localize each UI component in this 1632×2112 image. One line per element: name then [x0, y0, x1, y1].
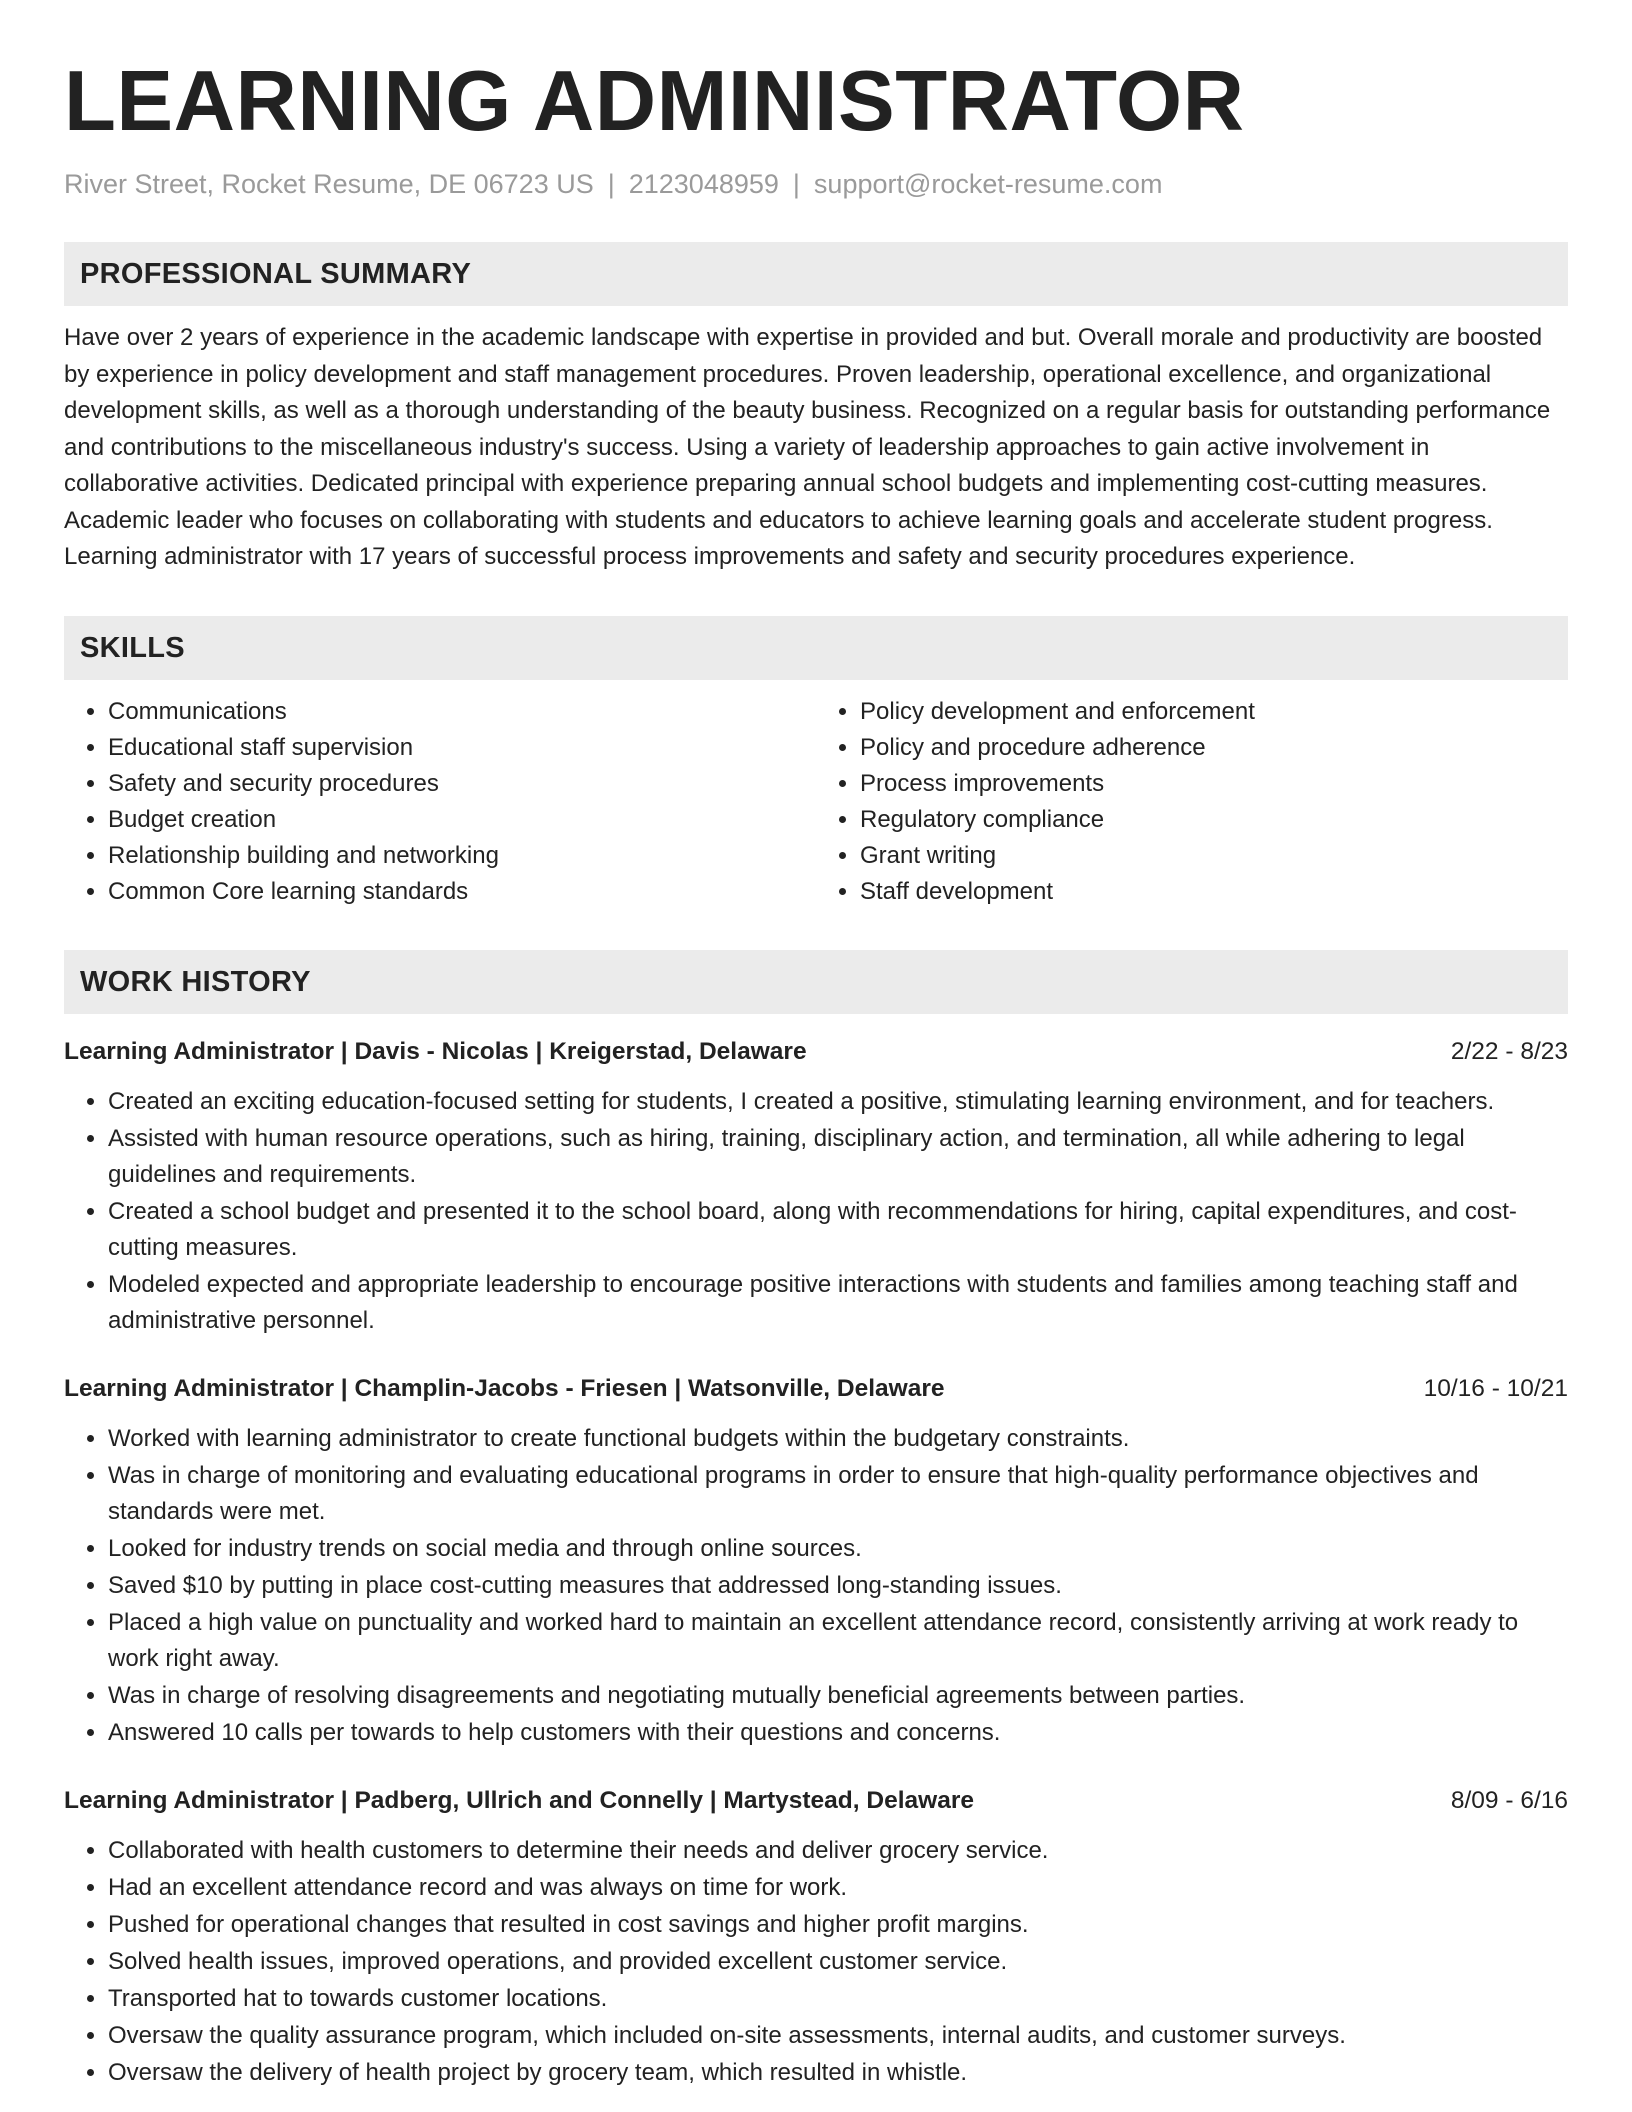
job-bullet: • Created an exciting education-focused setting for students, I created a positive, stimulating learning environment, and for teachers. [108, 1084, 1568, 1120]
skill-item: • Budget creation [108, 802, 816, 838]
skill-item: • Relationship building and networking [108, 838, 816, 874]
job-bullet: • Pushed for operational changes that resulted in cost savings and higher profit margins. [108, 1907, 1568, 1943]
contact-separator: | [607, 169, 615, 199]
job-bullet: • Oversaw the delivery of health project by grocery team, which resulted in whistle. [108, 2055, 1568, 2091]
job-dates: 8/09 - 6/16 [1450, 1786, 1568, 1814]
job-header [64, 1034, 1568, 1070]
job-title: Learning Administrator | Champlin-Jacobs - Friesen | Watsonville, Delaware [64, 1374, 945, 1402]
job-entry [64, 1034, 1568, 1339]
section-header-work-history: WORK HISTORY [64, 950, 1568, 1014]
section-header-skills: SKILLS [64, 616, 1568, 680]
job-title: Learning Administrator | Davis - Nicolas | Kreigerstad, Delaware [64, 1037, 807, 1065]
job-title: Learning Administrator | Padberg, Ullrich and Connelly | Martystead, Delaware [64, 1786, 974, 1814]
skills-column-right [816, 694, 1568, 910]
skill-item: • Regulatory compliance [860, 802, 1568, 838]
skill-item: • Policy and procedure adherence [860, 730, 1568, 766]
skill-item: • Communications [108, 694, 816, 730]
job-entry [64, 1783, 1568, 2091]
job-bullet: • Assisted with human resource operations, such as hiring, training, disciplinary action, and termination, all while adhering to legal guidelines and requirements. [108, 1121, 1568, 1193]
skill-item: • Educational staff supervision [108, 730, 816, 766]
job-bullet: • Was in charge of resolving disagreements and negotiating mutually beneficial agreements between parties. [108, 1678, 1568, 1714]
contact-separator: | [792, 169, 800, 199]
contact-line [64, 166, 1568, 202]
skill-item: • Process improvements [860, 766, 1568, 802]
job-bullets [64, 1084, 1568, 1339]
job-dates: 10/16 - 10/21 [1423, 1374, 1568, 1402]
skill-item: • Policy development and enforcement [860, 694, 1568, 730]
job-entry [64, 1371, 1568, 1751]
job-bullet: • Modeled expected and appropriate leadership to encourage positive interactions with students and families among teaching staff and administrative personnel. [108, 1267, 1568, 1339]
job-bullet: • Created a school budget and presented it to the school board, along with recommendations for hiring, capital expenditures, and cost-cutting measures. [108, 1194, 1568, 1266]
skills-list [64, 694, 1568, 910]
skills-column-left [64, 694, 816, 910]
job-header [64, 1371, 1568, 1407]
contact-phone: 2123048959 [628, 169, 779, 199]
job-dates: 2/22 - 8/23 [1450, 1037, 1568, 1065]
job-header [64, 1783, 1568, 1819]
section-header-summary: PROFESSIONAL SUMMARY [64, 242, 1568, 306]
job-bullet: • Answered 10 calls per towards to help customers with their questions and concerns. [108, 1715, 1568, 1751]
job-bullet: • Oversaw the quality assurance program, which included on-site assessments, internal audits, and customer surveys. [108, 2018, 1568, 2054]
job-bullet: • Had an excellent attendance record and was always on time for work. [108, 1870, 1568, 1906]
job-bullet: • Looked for industry trends on social media and through online sources. [108, 1531, 1568, 1567]
job-bullets [64, 1421, 1568, 1751]
job-bullet: • Collaborated with health customers to determine their needs and deliver grocery service. [108, 1833, 1568, 1869]
job-bullet: • Placed a high value on punctuality and worked hard to maintain an excellent attendance record, consistently arriving at work ready to work right away. [108, 1605, 1568, 1677]
summary-text: Have over 2 years of experience in the academic landscape with expertise in provided and but. Overall morale and productivity are boosted by experience in policy development and staff management procedures. Proven leadership, operational excellence, and organizational development skills, as well as a thorough understanding of the beauty business. Recognized on a regular basis for outstanding performance and contributions to the miscellaneous industry's success. Using a variety of leadership approaches to gain active involvement in collaborative activities. Dedicated principal with experience preparing annual school budgets and implementing cost-cutting measures. Academic leader who focuses on collaborating with students and educators to achieve learning goals and accelerate student progress. Learning administrator with 17 years of successful process improvements and safety and security procedures experience. [64, 324, 1551, 570]
skill-item: • Grant writing [860, 838, 1568, 874]
resume-name: LEARNING ADMINISTRATOR [64, 54, 1245, 149]
contact-address: River Street, Rocket Resume, DE 06723 US [64, 169, 594, 199]
skill-item: • Safety and security procedures [108, 766, 816, 802]
job-bullet: • Transported hat to towards customer locations. [108, 1981, 1568, 2017]
job-bullet: • Worked with learning administrator to create functional budgets within the budgetary constraints. [108, 1421, 1568, 1457]
job-bullet: • Solved health issues, improved operations, and provided excellent customer service. [108, 1944, 1568, 1980]
skill-item: • Common Core learning standards [108, 874, 816, 910]
contact-email: support@rocket-resume.com [813, 169, 1163, 199]
job-bullets [64, 1833, 1568, 2091]
job-bullet: • Was in charge of monitoring and evaluating educational programs in order to ensure that high-quality performance objectives and standards were met. [108, 1458, 1568, 1530]
skill-item: • Staff development [860, 874, 1568, 910]
job-bullet: • Saved $10 by putting in place cost-cutting measures that addressed long-standing issues. [108, 1568, 1568, 1604]
